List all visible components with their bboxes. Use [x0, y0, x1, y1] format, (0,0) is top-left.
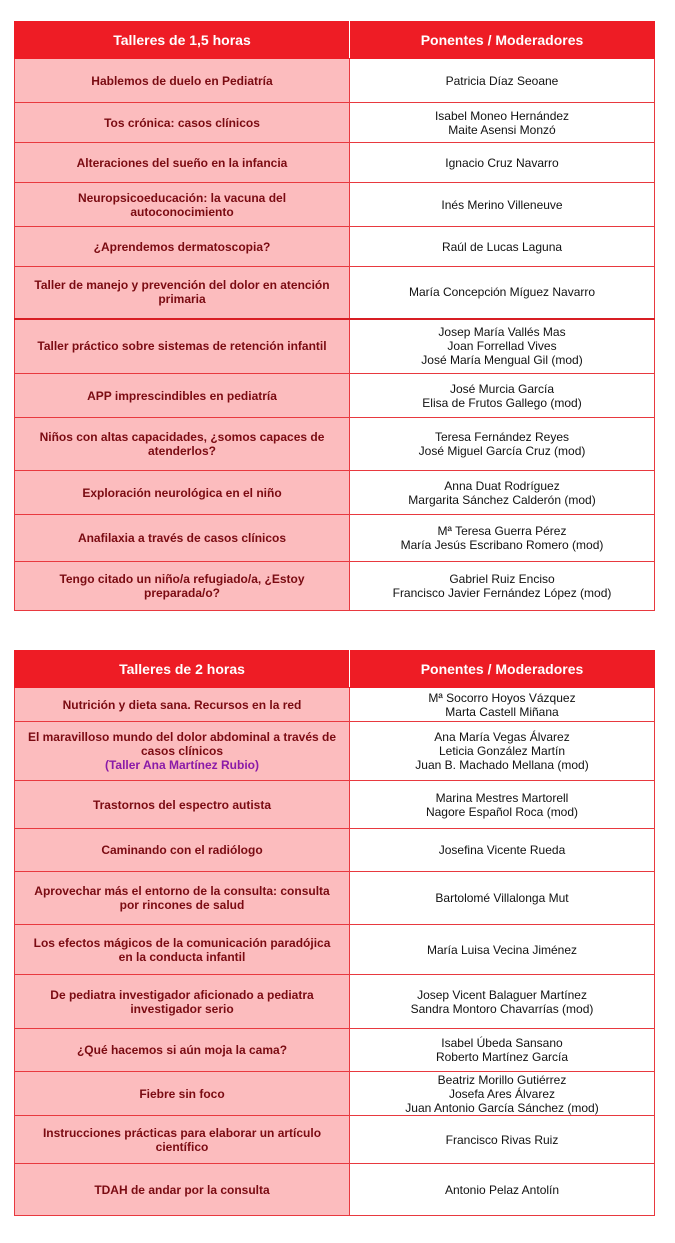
speaker-name: María Luisa Vecina Jiménez — [426, 942, 578, 957]
table-row — [15, 143, 655, 183]
speaker-name: Marina Mestres Martorell — [435, 790, 569, 805]
workshop-title-cell — [15, 1164, 350, 1216]
workshop-title-line: investigador serio — [130, 1001, 234, 1016]
speaker-name: Josep Vicent Balaguer Martínez — [417, 987, 587, 1002]
workshop-subtitle: (Taller Ana Martínez Rubio) — [104, 758, 259, 772]
table-header-row — [15, 651, 655, 688]
workshop-title-cell — [15, 471, 350, 515]
workshops-2h-table — [14, 650, 655, 1216]
workshop-title-line: Hablemos de duelo en Pediatría — [91, 73, 273, 88]
speakers-cell — [350, 515, 655, 562]
table-row — [15, 562, 655, 611]
table-row — [15, 227, 655, 267]
workshop-title-line: preparada/o? — [143, 586, 221, 600]
speaker-name: Francisco Rivas Ruiz — [445, 1132, 559, 1147]
speakers-cell — [350, 688, 655, 722]
workshop-title-line: Trastornos del espectro autista — [92, 797, 272, 812]
speakers-cell — [350, 1029, 655, 1072]
workshop-title-line: Taller de manejo y prevención del dolor en atención — [34, 278, 330, 293]
speaker-name: José Miguel García Cruz (mod) — [418, 444, 586, 458]
speakers-cell — [350, 267, 655, 319]
speakers-cell — [350, 975, 655, 1029]
speakers-cell — [350, 781, 655, 829]
workshop-title-line: APP imprescindibles en pediatría — [87, 388, 277, 403]
table-row — [15, 319, 655, 374]
workshop-title-line: científico — [155, 1139, 209, 1154]
speaker-name: Raúl de Lucas Laguna — [441, 239, 563, 254]
table-row — [15, 1072, 655, 1116]
speakers-cell — [350, 722, 655, 781]
speaker-name: Isabel Moneo Hernández — [434, 108, 570, 123]
speaker-name: María Concepción Míguez Navarro — [408, 285, 596, 300]
speakers-cell — [350, 872, 655, 925]
workshop-title-line: Tengo citado un niño/a refugiado/a, ¿Estoy — [59, 572, 305, 586]
speakers-cell — [350, 143, 655, 183]
workshop-title-cell — [15, 143, 350, 183]
speaker-name: José Murcia García — [449, 381, 555, 396]
workshop-title-line: primaria — [158, 292, 206, 307]
workshop-title-line: ¿Aprendemos dermatoscopia? — [93, 239, 271, 254]
speakers-cell — [350, 183, 655, 227]
column-header-speakers: Ponentes / Moderadores — [350, 651, 655, 688]
speakers-cell — [350, 374, 655, 418]
speaker-name: María Jesús Escribano Romero (mod) — [400, 538, 604, 552]
table-row — [15, 1164, 655, 1216]
speaker-name: Patricia Díaz Seoane — [445, 73, 559, 88]
workshop-title-cell — [15, 562, 350, 611]
table-row — [15, 418, 655, 471]
speakers-cell — [350, 1116, 655, 1164]
speaker-name: Ana María Vegas Álvarez — [434, 730, 570, 744]
speaker-name: Antonio Pelaz Antolín — [444, 1182, 560, 1197]
workshop-title-cell — [15, 872, 350, 925]
workshop-title-cell — [15, 975, 350, 1029]
workshop-title-cell — [15, 829, 350, 872]
table-row — [15, 183, 655, 227]
workshop-title-line: El maravilloso mundo del dolor abdominal a través de — [27, 730, 337, 744]
workshop-title-cell — [15, 227, 350, 267]
table-row — [15, 781, 655, 829]
workshops-1-5h-table — [14, 21, 655, 611]
speaker-name: Teresa Fernández Reyes — [434, 430, 570, 444]
table-row — [15, 515, 655, 562]
workshop-title-line: ¿Qué hacemos si aún moja la cama? — [76, 1043, 288, 1057]
speakers-cell — [350, 227, 655, 267]
workshop-title-cell — [15, 925, 350, 975]
table-row — [15, 374, 655, 418]
speaker-name: Joan Forrellad Vives — [447, 339, 557, 354]
workshop-title-line: Taller práctico sobre sistemas de retención infantil — [37, 339, 327, 354]
workshop-title-line: autoconocimiento — [130, 204, 234, 219]
speaker-name: Josep María Vallés Mas — [438, 325, 566, 340]
speaker-name: Josefa Ares Álvarez — [448, 1086, 556, 1101]
speaker-name: Maite Asensi Monzó — [448, 122, 556, 137]
table-row — [15, 59, 655, 103]
speaker-name: Ignacio Cruz Navarro — [445, 155, 559, 170]
speakers-cell — [350, 925, 655, 975]
workshop-title-line: Caminando con el radiólogo — [101, 843, 263, 857]
speaker-name: Mª Teresa Guerra Pérez — [437, 524, 567, 538]
speaker-name: Anna Duat Rodríguez — [444, 478, 560, 493]
workshop-title-cell — [15, 183, 350, 227]
workshop-title-cell — [15, 1116, 350, 1164]
workshop-title-cell — [15, 1029, 350, 1072]
workshop-title-cell — [15, 319, 350, 374]
workshop-title-line: casos clínicos — [140, 744, 224, 758]
speaker-name: Margarita Sánchez Calderón (mod) — [408, 492, 596, 507]
workshop-title-line: Tos crónica: casos clínicos — [104, 115, 260, 130]
speaker-name: Elisa de Frutos Gallego (mod) — [422, 395, 582, 410]
speaker-name: Nagore Español Roca (mod) — [425, 804, 579, 819]
speaker-name: Juan Antonio García Sánchez (mod) — [405, 1100, 599, 1115]
table-row — [15, 829, 655, 872]
speaker-name: Sandra Montoro Chavarrías (mod) — [410, 1001, 594, 1016]
workshop-title-line: De pediatra investigador aficionado a pediatra — [50, 987, 314, 1002]
workshop-title-cell — [15, 59, 350, 103]
workshop-title-line: Alteraciones del sueño en la infancia — [76, 155, 288, 170]
workshop-title-line: atenderlos? — [147, 444, 216, 458]
workshop-title-line: Fiebre sin foco — [139, 1086, 225, 1101]
speaker-name: Gabriel Ruiz Enciso — [449, 572, 555, 586]
speakers-cell — [350, 1164, 655, 1216]
table-row — [15, 471, 655, 515]
workshop-title-cell — [15, 418, 350, 471]
workshop-title-line: Nutrición y dieta sana. Recursos en la red — [62, 697, 302, 712]
workshop-title-line: Exploración neurológica en el niño — [82, 485, 282, 500]
speaker-name: Inés Merino Villeneuve — [441, 197, 563, 212]
speakers-cell — [350, 319, 655, 374]
speakers-cell — [350, 829, 655, 872]
workshop-title-cell — [15, 267, 350, 319]
workshop-title-line: Anafilaxia a través de casos clínicos — [77, 531, 287, 545]
table-row — [15, 1029, 655, 1072]
workshop-title-cell — [15, 781, 350, 829]
workshop-title-line: por rincones de salud — [119, 898, 245, 912]
table-row — [15, 267, 655, 319]
table-row — [15, 1116, 655, 1164]
speaker-name: Mª Socorro Hoyos Vázquez — [428, 690, 576, 705]
table-row — [15, 975, 655, 1029]
workshop-title-cell — [15, 103, 350, 143]
workshop-title-line: Instrucciones prácticas para elaborar un artículo — [42, 1125, 322, 1140]
speakers-cell — [350, 471, 655, 515]
speaker-name: José María Mengual Gil (mod) — [421, 353, 583, 368]
table-header-row — [15, 22, 655, 59]
speaker-name: Roberto Martínez García — [435, 1050, 569, 1064]
speakers-cell — [350, 418, 655, 471]
workshop-title-line: TDAH de andar por la consulta — [94, 1182, 270, 1197]
column-header-workshops: Talleres de 1,5 horas — [15, 22, 350, 59]
column-header-speakers: Ponentes / Moderadores — [350, 22, 655, 59]
speakers-cell — [350, 103, 655, 143]
table-row — [15, 872, 655, 925]
speaker-name: Juan B. Machado Mellana (mod) — [415, 758, 589, 772]
workshop-title-line: Aprovechar más el entorno de la consulta: consulta — [34, 884, 330, 898]
workshop-title-line: Los efectos mágicos de la comunicación paradójica — [33, 935, 331, 950]
table-row — [15, 722, 655, 781]
workshop-title-line: en la conducta infantil — [118, 949, 246, 964]
column-header-workshops: Talleres de 2 horas — [15, 651, 350, 688]
table-row — [15, 688, 655, 722]
speakers-cell — [350, 59, 655, 103]
workshop-title-cell — [15, 688, 350, 722]
speaker-name: Francisco Javier Fernández López (mod) — [392, 586, 612, 600]
speaker-name: Isabel Úbeda Sansano — [441, 1036, 563, 1050]
speakers-cell — [350, 1072, 655, 1116]
table-row — [15, 925, 655, 975]
speaker-name: Beatriz Morillo Gutiérrez — [437, 1072, 567, 1087]
workshop-title-cell — [15, 1072, 350, 1116]
workshop-title-cell — [15, 515, 350, 562]
workshop-title-line: Niños con altas capacidades, ¿somos capaces de — [39, 430, 325, 444]
speaker-name: Leticia González Martín — [438, 744, 566, 758]
speaker-name: Marta Castell Miñana — [445, 704, 559, 719]
workshop-title-cell — [15, 722, 350, 781]
speakers-cell — [350, 562, 655, 611]
table-row — [15, 103, 655, 143]
workshop-title-cell — [15, 374, 350, 418]
speaker-name: Josefina Vicente Rueda — [438, 843, 566, 857]
workshop-title-line: Neuropsicoeducación: la vacuna del — [77, 190, 287, 205]
speaker-name: Bartolomé Villalonga Mut — [435, 891, 569, 905]
